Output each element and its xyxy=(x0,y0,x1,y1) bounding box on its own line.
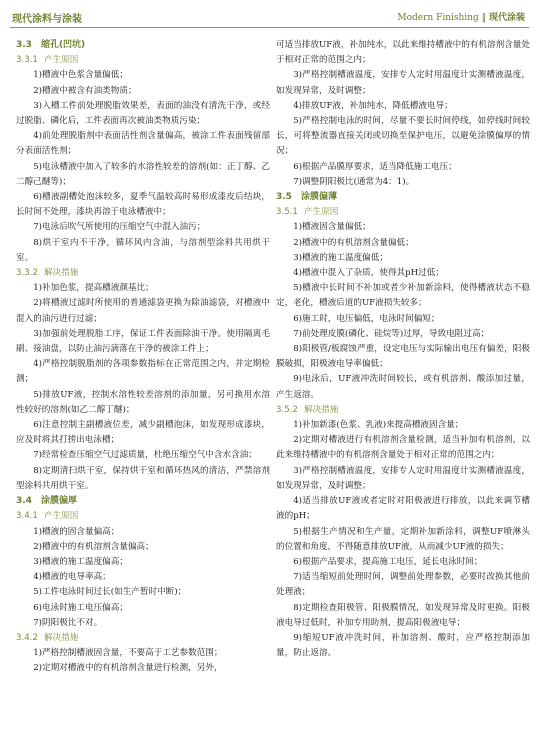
paragraph: 1)槽液固含量偏低； xyxy=(293,222,371,233)
paragraph: 1)补加色浆，提高槽液颜基比； xyxy=(33,283,154,294)
right-column xyxy=(276,38,530,661)
subsection-heading xyxy=(16,266,270,281)
running-head xyxy=(397,10,525,23)
paragraph: 2)定期对槽液进行有机溶剂含量检测，适当补加有机溶剂，以此来维持槽液中的有机溶剂含量处于相对正常的范围之内； xyxy=(276,435,530,461)
page-header xyxy=(0,0,539,34)
subsection-number: 3.4.1 xyxy=(16,511,38,522)
paragraph: 8)阳极管/板腐蚀严重，设定电压与实际输出电压有偏差，阳极膜破损，阳极液电导率偏低； xyxy=(276,344,530,370)
paragraph: 6)槽液副槽处泡沫较多，夏季气温较高时易形成漆皮后结块，长时间不处理，漆块再溶于电泳槽液中； xyxy=(16,192,270,218)
paragraph: 4)适当排放UF液或者定时对阳极液进行排放，以此来调节槽液的pH； xyxy=(276,496,530,522)
paragraph: 5)槽液中长时间不补加或者少补加新涂料，使得槽液状态不稳定，老化，槽液后道的UF液损失较多； xyxy=(276,283,530,309)
paragraph: 2)槽液中的有机溶剂含量偏低； xyxy=(293,237,414,248)
paragraph: 6)根据产品膜厚要求，适当降低施工电压； xyxy=(293,161,457,172)
journal-title: 现代涂料与涂装 xyxy=(12,14,82,25)
subsection-number: 3.3.2 xyxy=(16,268,38,279)
paragraph: 2)槽液中的有机溶剂含量偏高； xyxy=(33,541,154,552)
subsection-heading xyxy=(276,403,530,418)
paragraph: 4)前处理脱脂剂中表面活性剂含量偏高，被涂工件表面残留部分表面活性剂； xyxy=(16,131,270,157)
paragraph: 6)电泳时施工电压偏高； xyxy=(33,602,128,613)
paragraph: 6)注意控制主副槽液位差，减少副槽泡沫，如发现形成漆块，应及时将其打捞出电泳槽； xyxy=(16,420,270,446)
header-rule xyxy=(10,27,529,28)
paragraph: 3)加强前处理脱脂工序，保证工件表面除油干净。使用隔离毛刷、接油盘，以防止油污滴落在干净的被涂工件上； xyxy=(16,328,270,355)
paragraph: 6)根据产品要求，提高施工电压，延长电泳时间； xyxy=(293,556,483,567)
section-heading: 3.3 缩孔(凹坑) xyxy=(16,40,86,50)
paragraph: 5)排放UF液，控制水溶性较差溶剂的添加量，另可换用水溶性较好的溶剂(如乙二醇丁醚)； xyxy=(16,389,270,415)
subsection-title: 解决措施 xyxy=(44,632,79,643)
paragraph: 2)将槽液过滤时所使用的普通滤袋更换为除油滤袋，对槽液中混入的油污进行过滤； xyxy=(16,298,270,324)
paragraph: 8)定期清扫烘干室，保持烘干室和循环热风的清洁，严禁溶剂型涂料共用烘干室。 xyxy=(16,465,270,491)
paragraph: 1)补加新漆(色浆、乳液)来提高槽液固含量； xyxy=(293,420,464,431)
subsection-heading xyxy=(276,205,530,220)
subsection-heading xyxy=(16,631,270,646)
left-column xyxy=(16,38,270,677)
section-heading: 3.4 涂膜偏厚 xyxy=(16,496,77,507)
subsection-number: 3.4.2 xyxy=(16,632,38,643)
subsection-title: 产生原因 xyxy=(44,55,79,66)
paragraph: 7)电泳后吹气所使用的压缩空气中混入油污； xyxy=(33,222,206,233)
paragraph: 7)阴阳极比不对。 xyxy=(33,617,103,628)
section-heading: 3.5 涂膜偏薄 xyxy=(276,192,337,203)
paragraph: 1)槽液中色浆含量偏低； xyxy=(33,70,128,81)
paragraph: 4)排放UF液，补加纯水，降低槽液电导； xyxy=(293,100,453,111)
running-head-en: Modern Finishing xyxy=(397,13,479,23)
subsection-number: 3.5.1 xyxy=(276,207,298,218)
paragraph: 7)经常检查压缩空气过滤质量，杜绝压缩空气中含水含油； xyxy=(33,450,257,461)
paragraph: 2)定期对槽液中的有机溶剂含量进行检测，另外， xyxy=(33,663,223,674)
paragraph: 5)根据生产情况和生产量，定期补加新涂料，调整UF喷淋头的位置和角度，不得随意排放UF液，从而减少UF液的损失； xyxy=(276,526,530,552)
paragraph: 3)槽液的施工温度偏低； xyxy=(293,252,388,263)
running-head-separator: ‖ xyxy=(481,13,487,23)
paragraph: 2)槽液中被含有油类物质； xyxy=(33,85,137,96)
paragraph: 5)电泳槽液中加入了较多的水溶性较差的溶剂(如：正丁醇、乙二醇己醚等)； xyxy=(16,161,270,187)
paragraph: 8)定期检查阳极管、阳极膜情况，如发现异常及时更换。阳极液电导过低时，补加专用助剂，提高阳极液电导； xyxy=(276,602,530,628)
paragraph: 3)严格控制槽液温度，安排专人定时用温度计实测槽液温度，如发现异常，及时调整； xyxy=(276,70,530,96)
paragraph: 3)入槽工件前处理脱脂效果差，表面的油没有清洗干净，或经过脱脂、磷化后，工件表面再次被油类物质污染； xyxy=(16,100,270,127)
paragraph: 可适当排放UF液，补加纯水，以此来维持槽液中的有机溶剂含量处于相对正常的范围之内； xyxy=(276,40,530,66)
subsection-number: 3.3.1 xyxy=(16,55,38,66)
paragraph: 1)槽液的固含量偏高； xyxy=(33,526,120,537)
subsection-heading xyxy=(16,53,270,68)
subsection-number: 3.5.2 xyxy=(276,404,298,415)
paragraph: 9)电泳后，UF液冲洗时间较长，或有机溶剂、酸添加过量，产生返溶。 xyxy=(276,374,530,400)
running-head-cn: 现代涂装 xyxy=(488,13,525,23)
paragraph: 5)工件电泳时间过长(如生产暂时中断)； xyxy=(33,587,187,598)
paragraph: 3)严格控制槽液温度，安排专人定时用温度计实测槽液温度，如发现异常，及时调整； xyxy=(276,465,530,491)
paragraph: 5)严格控制电泳的时间，尽量不要长时间停线，如停线时间较长，可将整流器直接关闭或切换至保护电压，以避免涂膜偏厚的情况； xyxy=(276,116,530,157)
paragraph: 6)施工时，电压偏低，电泳时间偏短； xyxy=(293,313,440,324)
paragraph: 4)槽液中混入了杂质，使得其pH过低； xyxy=(293,268,444,279)
subsection-title: 产生原因 xyxy=(44,511,79,522)
subsection-title: 产生原因 xyxy=(304,207,339,218)
paragraph: 9)缩短UF液冲洗时间，补加溶剂、酸时，应严格控制添加量，防止返溶。 xyxy=(276,632,530,659)
paragraph: 8)烘干室内不干净，循环风内含油，与溶剂型涂料共用烘干室。 xyxy=(16,237,270,263)
paragraph: 4)槽液的电导率高； xyxy=(33,572,111,583)
subsection-title: 解决措施 xyxy=(304,404,339,415)
paragraph: 7)前处理皮膜(磷化、硅烷等)过厚，导致电阻过高； xyxy=(293,328,490,339)
paragraph: 7)调整阴阳极比(通常为4：1)。 xyxy=(293,176,415,187)
subsection-title: 解决措施 xyxy=(44,268,79,279)
subsection-heading xyxy=(16,509,270,524)
paragraph: 7)适当缩短前处理时间，调整前处理参数，必要时改换其他前处理液； xyxy=(276,572,530,598)
paragraph: 3)槽液的施工温度偏高； xyxy=(33,556,128,567)
paragraph: 4)严格控制脱脂剂的各项参数指标在正常范围之内，并定期检测； xyxy=(16,359,270,385)
paragraph: 1)严格控制槽液固含量，不要高于工艺参数范围； xyxy=(33,648,223,659)
